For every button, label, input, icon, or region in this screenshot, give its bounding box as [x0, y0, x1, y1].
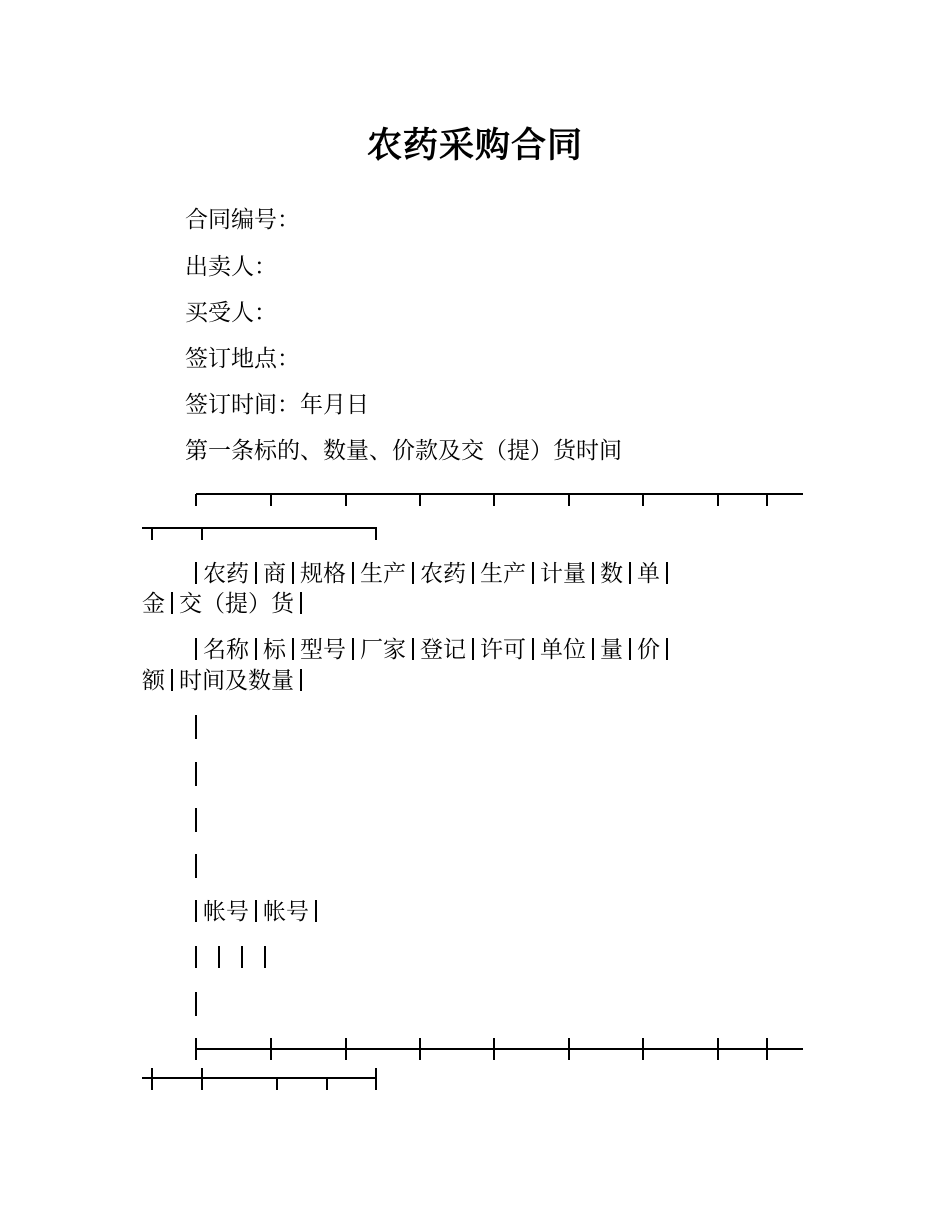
header-cell: 金 [142, 591, 165, 617]
header-cell: 价 [637, 637, 660, 663]
header-cell: 农药 [420, 561, 466, 587]
signing-time-label: 签订时间：年月日 [185, 392, 369, 418]
table-header-row-2-wrap [142, 666, 308, 696]
buyer-label: 买受人： [185, 300, 277, 326]
header-cell: 额 [142, 668, 165, 694]
signing-place-label: 签订地点： [185, 346, 300, 372]
table-header-row-1-wrap [142, 589, 308, 619]
table-empty-row [195, 854, 197, 878]
account-cell: 帐号 [263, 899, 309, 925]
header-cell: 厂家 [360, 637, 406, 663]
header-cell: 规格 [300, 561, 346, 587]
table-header-row-2 [195, 635, 668, 665]
header-cell: 生产 [360, 561, 406, 587]
header-cell: 交（提）货 [179, 591, 294, 617]
header-cell: 农药 [203, 561, 249, 587]
header-cell: 登记 [420, 637, 466, 663]
header-cell: 生产 [480, 561, 526, 587]
contract-title: 农药采购合同 [366, 126, 583, 166]
header-cell: 单位 [540, 637, 586, 663]
table-empty-row [195, 992, 197, 1016]
header-cell: 时间及数量 [179, 668, 294, 694]
table-empty-row [195, 762, 197, 786]
header-cell: 计量 [540, 561, 586, 587]
header-cell: 名称 [203, 637, 249, 663]
account-cell: 帐号 [203, 899, 249, 925]
article-one-heading: 第一条标的、数量、价款及交（提）货时间 [185, 438, 622, 464]
table-empty-row [195, 715, 197, 739]
header-cell: 数 [600, 561, 623, 587]
table-empty-cells-row [195, 943, 266, 973]
table-header-row-1 [195, 559, 668, 589]
header-cell: 许可 [480, 637, 526, 663]
header-cell: 量 [600, 637, 623, 663]
header-cell: 标 [263, 637, 286, 663]
contract-number-label: 合同编号： [185, 207, 300, 233]
table-empty-row [195, 808, 197, 832]
seller-label: 出卖人： [185, 254, 277, 280]
header-cell: 型号 [300, 637, 346, 663]
header-cell: 商 [263, 561, 286, 587]
table-account-row [195, 897, 317, 927]
header-cell: 单 [637, 561, 660, 587]
